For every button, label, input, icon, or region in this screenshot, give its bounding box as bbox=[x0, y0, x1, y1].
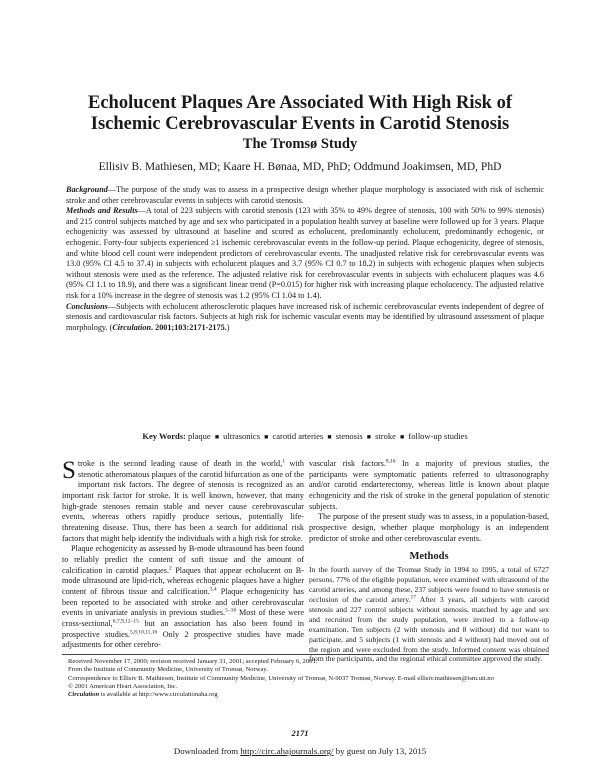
keyword: carotid arteries bbox=[272, 431, 324, 441]
download-prefix: Downloaded from bbox=[173, 746, 241, 756]
citation-ref: 1 bbox=[282, 458, 285, 465]
citation-ref: 2 bbox=[169, 564, 172, 571]
keyword: plaque bbox=[188, 431, 211, 441]
citation-ref: 8,16 bbox=[385, 458, 396, 465]
methods-p1-text-b: After 3 years, all subjects with carotid stenosis and 227 control subjects without stenosis, matched by age and sex and recruited from the study population, were invited to a follow-up examination. Ten subjects (2 with stenosis and 8 without) did not want to participate, and 5 subjects (1 with stenosis and 4 without) had moved out of the region and were excluded from the study. Informed consent was obtained from the participants, and the regional ethical committee approved the study. bbox=[309, 594, 549, 664]
citation-details: . 2001;103:2171-2175. bbox=[151, 322, 227, 332]
methods-heading: Methods bbox=[409, 551, 449, 563]
intro-p1-text-b: with stenotic atheromatous plaques of the carotid bifurcation as one of the important risk factors. The degree of stenosis is recognized as an important risk factor for stroke. It is well known, however, that many high-grade stenoses remain stable and never cause cerebrovascular events, whereas others rapidly produce serious, potentially life-threatening disease. Thus, there has been a search for additional risk factors that might help identify the individuals with a high risk for stroke. bbox=[62, 459, 305, 543]
footnote-divider bbox=[62, 654, 549, 655]
abstract-methods bbox=[66, 206, 544, 301]
methods-results-text: —A total of 223 subjects with carotid stenosis (123 with 35% to 49% degree of stenosis, 100 with 50% to 99% stenosis) and 215 control subjects matched by age and sex who participated in a population health survey at baseline were followed up for 3 years. Plaque echogenicity was assessed by ultrasound at baseline and scored as echolucent, predominantly echolucent, predominantly echogenic, or echogenic. Forty-four subjects experienced ≥1 ischemic cerebrovascular events in the follow-up period. Plaque echogenicity, degree of stenosis, and white blood cell count were independent predictors of cerebrovascular events. The unadjusted relative risk for cerebrovascular events was 13.0 (95% CI 4.5 to 37.4) in subjects with echolucent plaques and 3.7 (95% CI 0.7 to 18.2) in subjects with echogenic plaques when subjects without stenosis were used as the reference. The adjusted relative risk for cerebrovascular events in subjects with echolucent plaques was 4.6 (95% CI 1.1 to 18.9), and there was a significant linear trend (P=0.015) for higher risk with increasing plaque echolucency. The adjusted relative risk for a 10% increase in the degree of stenosis was 1.2 (95% CI 1.04 to 1.4). bbox=[66, 206, 544, 300]
drop-cap: S bbox=[62, 457, 76, 484]
keyword-separator: ■ bbox=[366, 433, 371, 441]
intro-paragraph-1 bbox=[62, 459, 304, 544]
citation-ref: 6,7,9,12–15 bbox=[112, 618, 139, 625]
journal-link[interactable]: http://circ.ahajournals.org/ bbox=[240, 746, 334, 756]
footnote-copyright: © 2001 American Heart Association, Inc. bbox=[68, 682, 178, 690]
intro-p2-text-f: Only 2 prospective studies have made adjustments for other cerebro- bbox=[62, 629, 305, 650]
conclusions-end: ) bbox=[226, 322, 230, 332]
title-line-2: Ischemic Cerebrovascular Events in Carotid Stenosis bbox=[90, 114, 510, 134]
citation-ref: 5–16 bbox=[225, 607, 237, 614]
journal-availability: is available at http://www.circulationaha.org bbox=[99, 691, 218, 699]
footnotes bbox=[62, 658, 549, 699]
keyword-separator: ■ bbox=[264, 433, 269, 441]
background-text: —The purpose of the study was to assess in a prospective design whether plaque morphology is associated with risk of ischemic stroke and other cerebrovascular events in subjects with carotid stenosis. bbox=[66, 185, 544, 205]
article-subtitle: The Tromsø Study bbox=[242, 136, 358, 152]
keyword: stroke bbox=[375, 431, 396, 441]
title-line-1: Echolucent Plaques Are Associated With High Risk of bbox=[87, 93, 512, 113]
key-words-label: Key Words: bbox=[142, 431, 186, 441]
intro-paragraph-2 bbox=[62, 544, 304, 651]
intro-p2-text-d: Most of these were cross-sectional, bbox=[62, 608, 304, 628]
intro-p2-text-a: Plaque echogenicity as assessed by B-mode ultrasound has been found to reliably predict the content of soft tissue and the amount of calcification in carotid plaques. bbox=[62, 544, 304, 575]
citation-ref: 5,8,10,11,16 bbox=[129, 628, 158, 635]
abstract-conclusions bbox=[66, 302, 544, 334]
keyword-separator: ■ bbox=[214, 433, 220, 441]
body-column-left bbox=[62, 459, 304, 651]
citation-ref: 17 bbox=[410, 594, 416, 601]
background-label: Background bbox=[66, 185, 108, 194]
methods-results-label: Methods and Results bbox=[66, 206, 138, 216]
keyword: follow-up studies bbox=[408, 431, 468, 441]
intro-p1-text-a: troke is the second leading cause of death in the world, bbox=[77, 459, 283, 468]
intro-p2-text-b: Plaques that appear echolucent on B-mode ultrasound are lipid-rich, whereas echogenic plaques have a higher content of fibrous tissue and calcification. bbox=[62, 565, 304, 596]
citation-ref: 3,4 bbox=[209, 586, 217, 593]
abstract bbox=[66, 185, 544, 333]
conclusions-text: —Subjects with echolucent atherosclerotic plaques have increased risk of ischemic cerebrovascular events independent of degree of stenosis and cardiovascular risk factors. Subjects at high risk for ischemic vascular events may be identified by ultrasound assessment of plaque morphology. ( bbox=[66, 301, 544, 332]
footnote-affiliation: From the Institute of Community Medicine, University of Tromsø, Norway. bbox=[68, 666, 268, 674]
keyword: stenosis bbox=[335, 431, 363, 441]
abstract-background bbox=[66, 185, 544, 206]
methods-p1-text-a: In the fourth survey of the Tromsø Study in 1994 to 1995, a total of 6727 persons, 77% of the eligible population, were examined with ultrasound of the carotid arteries, and among these, 237 subjects were found to have stenosis or occlusion of the carotid artery. bbox=[309, 565, 549, 604]
page-number: 2171 bbox=[291, 728, 309, 738]
download-notice bbox=[0, 746, 600, 756]
author-list: Ellisiv B. Mathiesen, MD; Kaare H. Bønaa, MD, PhD; Oddmund Joakimsen, MD, PhD bbox=[98, 161, 502, 173]
right-p1-text-a: vascular risk factors. bbox=[309, 459, 386, 468]
body-column-right bbox=[309, 459, 549, 664]
journal-name: Circulation bbox=[68, 691, 100, 699]
footnote-journal bbox=[62, 691, 549, 699]
footnote-correspondence: Correspondence to Ellisiv B. Mathiesen, Institute of Community Medicine, University of Tromsø, N-9037 Tromsø, Norway. E-mail ellisiv.mathiesen@ism.uit.no bbox=[68, 674, 494, 682]
intro-p2-text-c: Plaque echogenicity has been reported to be associated with stroke and other cerebrovascular events in univariate analysis in previous studies. bbox=[62, 586, 304, 618]
conclusions-label: Conclusions bbox=[66, 301, 108, 311]
abstract-citation bbox=[112, 323, 226, 332]
intro-p2-text-e: but an association has also been found in prospective studies. bbox=[62, 618, 304, 639]
download-suffix: by guest on July 13, 2015 bbox=[333, 746, 427, 756]
citation-journal: Circulation bbox=[112, 322, 152, 332]
key-words bbox=[66, 431, 544, 443]
keyword-separator: ■ bbox=[327, 433, 332, 441]
article-title bbox=[40, 93, 560, 135]
right-paragraph-1 bbox=[309, 459, 549, 512]
right-p1-text-b: In a majority of previous studies, the participants were symptomatic patients referred to ultrasonography and/or carotid endarterectomy, whereas little is known about plaque echogenicity and the risk of stroke in the general population of stenotic subjects. bbox=[309, 459, 549, 511]
keyword-separator: ■ bbox=[400, 433, 405, 441]
right-paragraph-2: The purpose of the present study was to assess, in a population-based, prospective design, whether plaque morphology is an independent predictor of stroke and other cerebrovascular events. bbox=[309, 512, 549, 543]
footnote-received: Received November 17, 2000; revision received January 31, 2001; accepted February 6, 2001. bbox=[68, 658, 318, 665]
methods-paragraph-1 bbox=[309, 565, 549, 664]
keyword: ultrasonics bbox=[223, 431, 260, 441]
